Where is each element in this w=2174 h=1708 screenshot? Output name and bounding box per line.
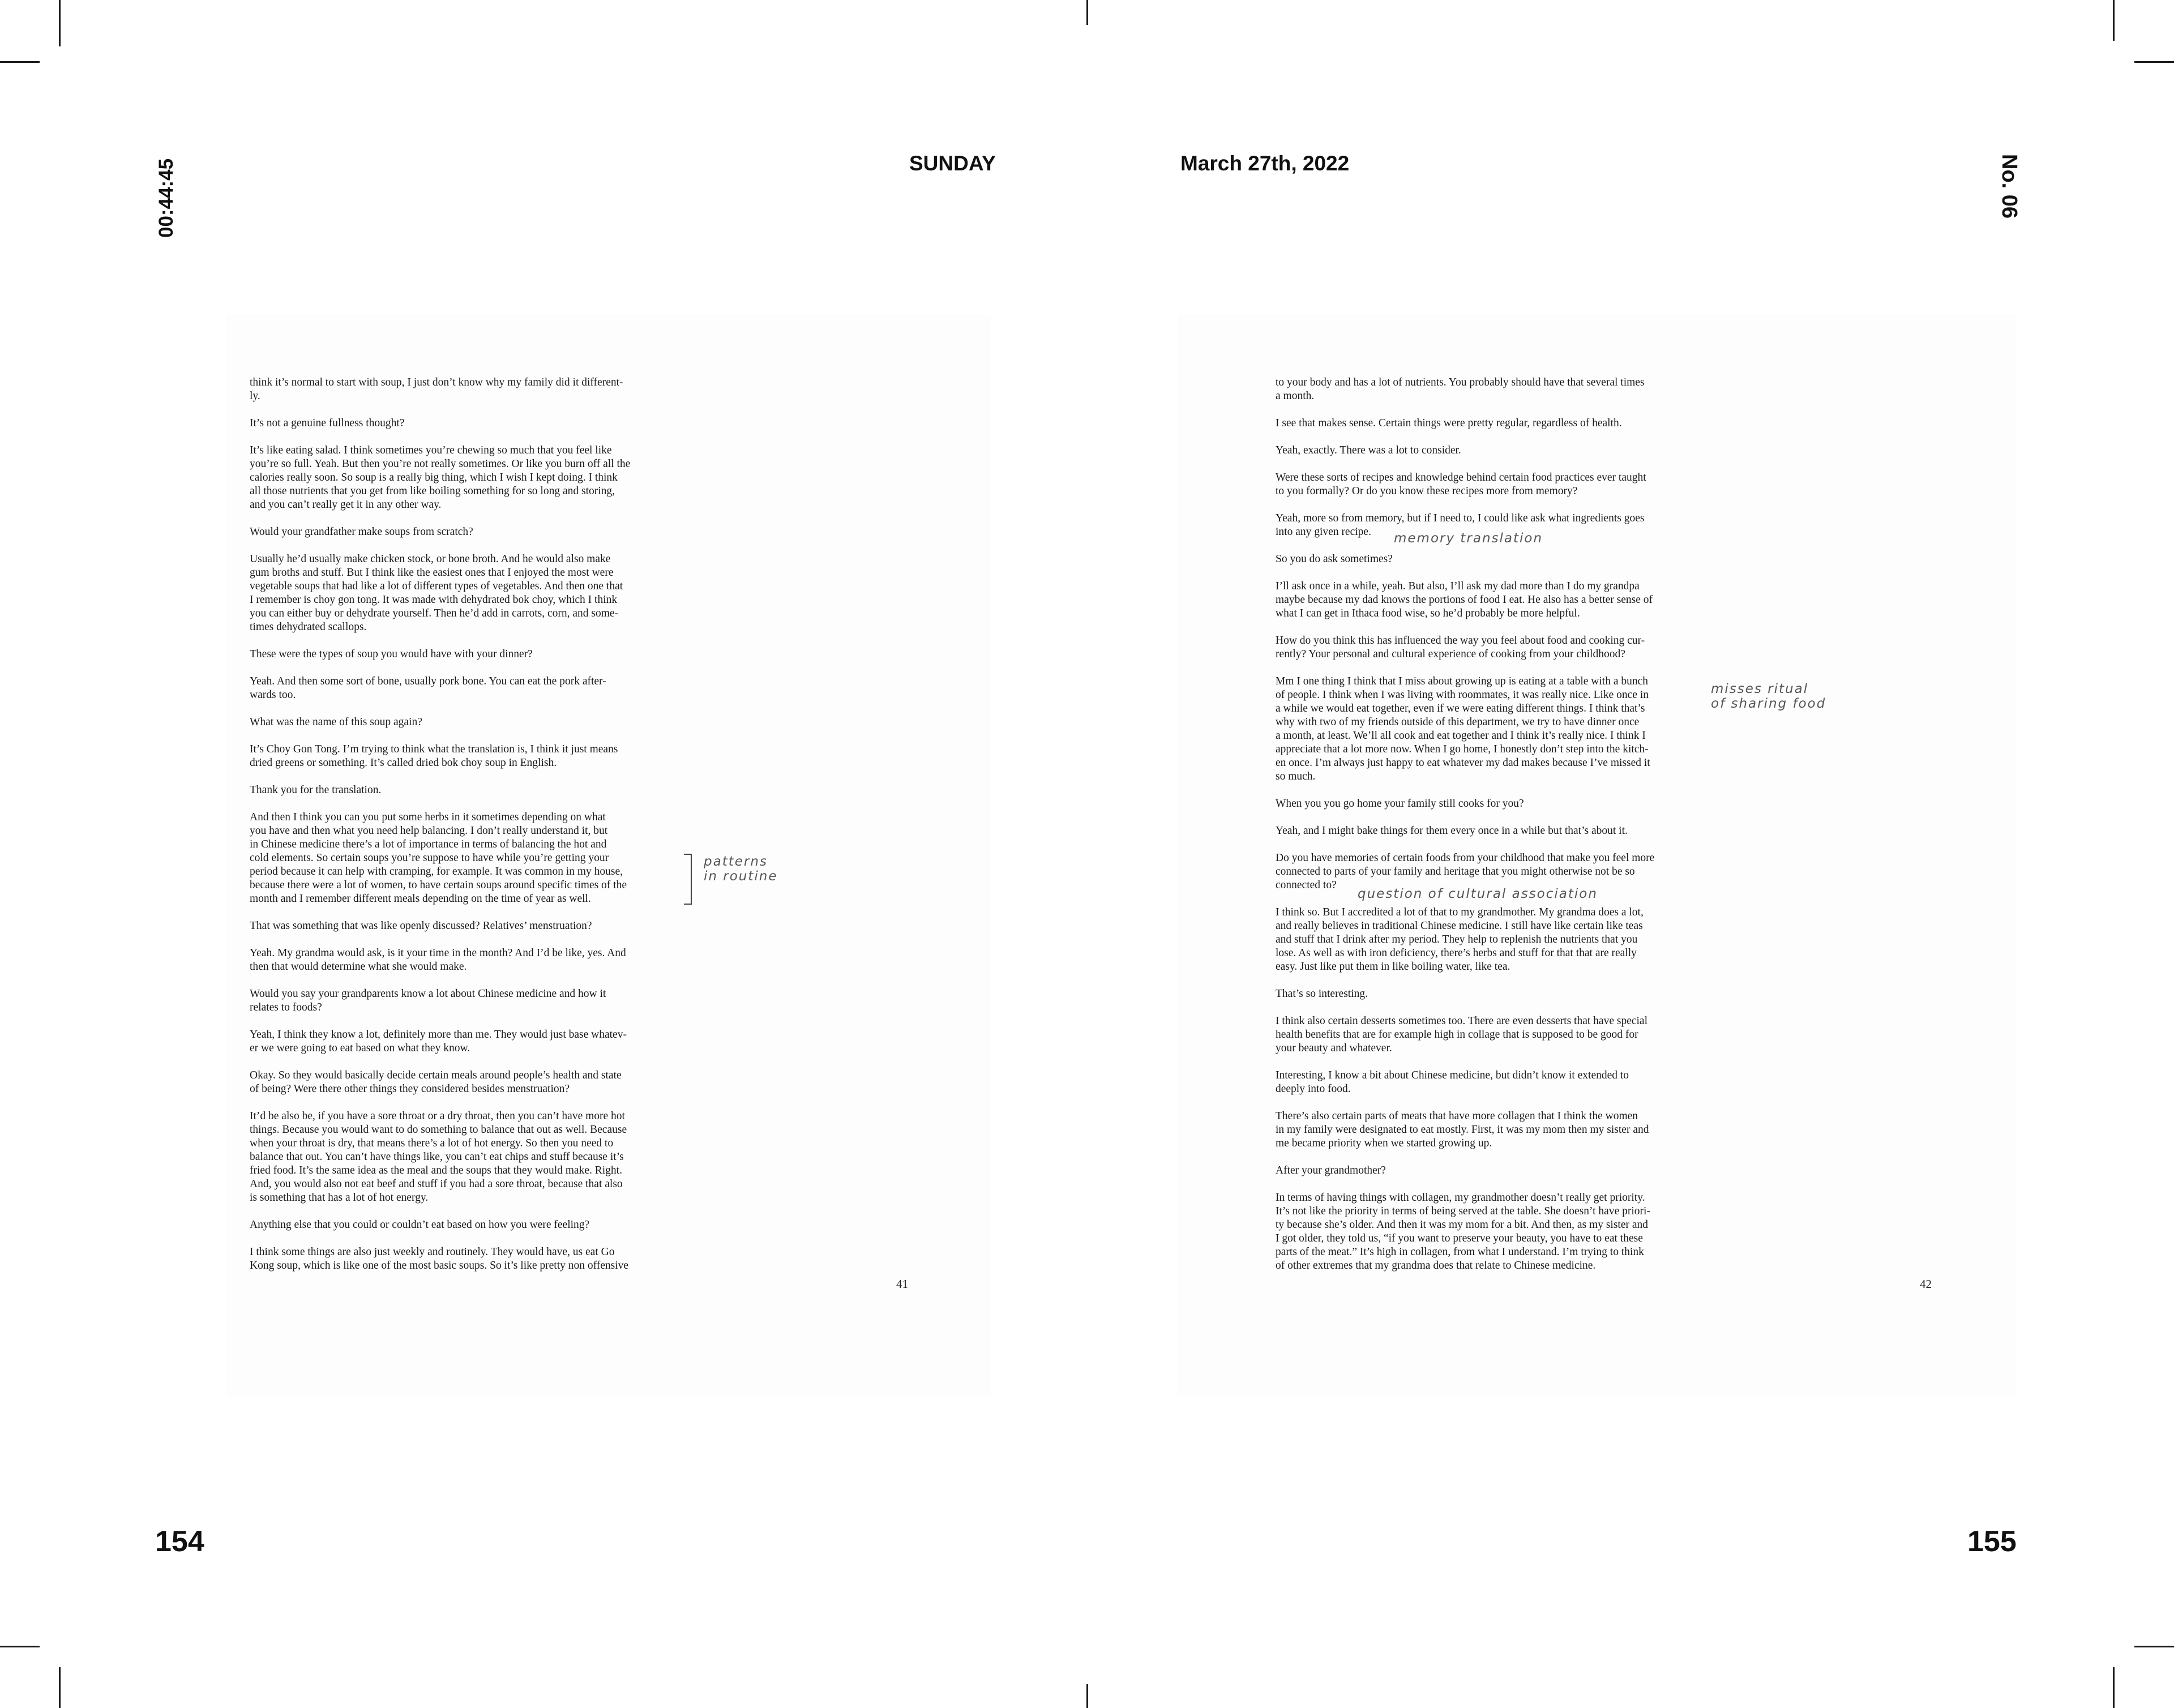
paragraph: Interesting, I know a bit about Chinese medicine, but didn’t know it extended to deeply into food. — [1276, 1069, 1629, 1095]
handwritten-note-patterns: patterns in routine — [704, 854, 778, 884]
paragraph: That’s so interesting. — [1276, 988, 1368, 1000]
handwritten-note-memory: memory translation — [1394, 531, 1543, 546]
paragraph: Yeah, more so from memory, but if I need to, I could like ask what ingredients goes into any given recipe. — [1276, 512, 1645, 538]
paragraph: It’s not a genuine fullness thought? — [250, 417, 405, 429]
paragraph: I’ll ask once in a while, yeah. But also, I’ll ask my dad more than I do my grandpa maybe because my dad knows the portions of food I eat. He also has a better sense of what I can get in Ithaca food wise, so he’d probably be more helpful. — [1276, 580, 1653, 619]
paragraph: Would your grandfather make soups from scratch? — [250, 526, 473, 538]
crop-mark-bottom-right-v — [2113, 1667, 2115, 1708]
paragraph: I think also certain desserts sometimes too. There are even desserts that have special health benefits that are for example high in collage that is supposed to be good for your beauty and whatever. — [1276, 1015, 1648, 1054]
paragraph: There’s also certain parts of meats that have more collagen that I think the women in my family were designated to eat mostly. First, it was my mom then my sister and me became priority when we started growing up. — [1276, 1110, 1649, 1149]
transcript-left — [250, 376, 688, 1286]
handwritten-note-ritual: misses ritual of sharing food — [1711, 682, 1826, 711]
crop-mark-top-right-v — [2113, 0, 2115, 41]
paragraph: Yeah, and I might bake things for them every once in a while but that’s about it. — [1276, 825, 1628, 837]
paragraph: So you do ask sometimes? — [1276, 553, 1393, 565]
paragraph: It’s Choy Gon Tong. I’m trying to think what the translation is, I think it just means dried greens or something. It’s called dried bok choy soup in English. — [250, 743, 618, 769]
paragraph: Would you say your grandparents know a lot about Chinese medicine and how it relates to foods? — [250, 988, 606, 1013]
timecode: 00:44:45 — [155, 158, 177, 238]
paragraph: Do you have memories of certain foods from your childhood that make you feel more connected to parts of your family and heritage that you might otherwise not be so connected to? — [1276, 852, 1655, 891]
paragraph: When you you go home your family still cooks for you? — [1276, 798, 1524, 810]
paragraph: And then I think you can you put some herbs in it sometimes depending on what you have and then what you need help balancing. I don’t really understand it, but in Chinese medicine there’s a lot of importance in terms of balancing the hot and cold elements. So certain soups you’re suppose to have while you’re getting your period because it can help with cramping, for example. It was common in my house, because there were a lot of women, to have certain soups around specific times of the month and I remember different meals depending on the time of year as well. — [250, 811, 627, 905]
paragraph: How do you think this has influenced the way you feel about food and cooking cur- rently? Your personal and cultural experience of cooking from your childhood? — [1276, 635, 1645, 660]
folio-left: 154 — [155, 1525, 204, 1558]
paragraph: Mm I one thing I think that I miss about growing up is eating at a table with a bunch of people. I think when I was living with roommates, it was really nice. Like once in a while we would eat together, even if we were eating different things. I think that’s why with two of my friends outside of this department, we try to have dinner once a month, at least. We’ll all cook and eat together and I think it’s really nice. I think I appreciate that a lot more now. When I go home, I honestly don’t step into the kitch- en once. I’m always just happy to eat whatever my dad makes because I’ve missed it so much. — [1276, 675, 1650, 782]
paragraph: After your grandmother? — [1276, 1165, 1386, 1176]
paragraph: What was the name of this soup again? — [250, 716, 422, 728]
paragraph: I think so. But I accredited a lot of that to my grandmother. My grandma does a lot, and really believes in traditional Chinese medicine. I still have like certain like teas and stuff that I drink after my period. They help to replenish the nutrients that you lose. As well as with iron deficiency, there’s herbs and stuff for that that are really easy. Just like put them in like boiling water, like tea. — [1276, 906, 1644, 973]
date-label: March 27th, 2022 — [1180, 152, 1350, 175]
page-number-right: 42 — [1920, 1277, 1932, 1291]
paragraph: It’s like eating salad. I think sometimes you’re chewing so much that you feel like you’re so full. Yeah. But then you’re not really sometimes. Or like you burn off all the calories really soon. So soup is a really big thing, which I wish I kept doing. I think all those nutrients that you get from like boiling something for so long and storing, and you can’t really get it in any other way. — [250, 444, 631, 511]
crop-mark-top-left-h — [0, 61, 40, 63]
paragraph: I think some things are also just weekly and routinely. They would have, us eat Go Kong soup, which is like one of the most basic soups. So it’s like pretty non offensive — [250, 1246, 629, 1272]
handwritten-note-cultural: question of cultural association — [1358, 887, 1598, 901]
page-number-left: 41 — [896, 1277, 908, 1291]
paragraph: think it’s normal to start with soup, I just don’t know why my family did it different- ly. — [250, 376, 623, 402]
paragraph: Yeah, I think they know a lot, definitely more than me. They would just base whatev- er we were going to eat based on what they know. — [250, 1029, 627, 1054]
paragraph: Yeah, exactly. There was a lot to consider. — [1276, 444, 1461, 456]
paragraph: to your body and has a lot of nutrients. You probably should have that several times a month. — [1276, 376, 1645, 402]
crop-mark-bottom-center — [1086, 1684, 1088, 1708]
paragraph: That was something that was like openly discussed? Relatives’ menstruation? — [250, 920, 592, 932]
transcript-right — [1276, 376, 1716, 1286]
folio-right: 155 — [1967, 1525, 2017, 1558]
paragraph: These were the types of soup you would have with your dinner? — [250, 648, 533, 660]
paragraph: Okay. So they would basically decide certain meals around people’s health and state of being? Were there other things they considered besides menstruation? — [250, 1069, 622, 1095]
paragraph: It’d be also be, if you have a sore throat or a dry throat, then you can’t have more hot things. Because you would want to do something to balance that out as well. Because when your throat is dry, that means there’s a lot of hot energy. So then you need to balance that out. You can’t have things like, you can’t eat chips and stuff because it’s fried food. It’s the same idea as the meal and the soups that they would make. Right. And, you would also not eat beef and stuff if you had a sore throat, because that also is something that has a lot of hot energy. — [250, 1110, 627, 1204]
day-label: SUNDAY — [909, 152, 996, 175]
paragraph: Yeah. My grandma would ask, is it your time in the month? And I’d be like, yes. And then that would determine what she would make. — [250, 947, 626, 973]
paragraph: Were these sorts of recipes and knowledge behind certain food practices ever taught to you formally? Or do you know these recipes more from memory? — [1276, 472, 1646, 497]
crop-mark-top-left-v — [59, 0, 61, 46]
paragraph: Yeah. And then some sort of bone, usually pork bone. You can eat the pork after- wards too. — [250, 675, 606, 701]
crop-mark-top-center — [1086, 0, 1088, 25]
crop-mark-bottom-left-v — [59, 1667, 61, 1708]
paragraph: Usually he’d usually make chicken stock, or bone broth. And he would also make gum broths and stuff. But I think like the easiest ones that I enjoyed the most were vegetable soups that had like a lot of different types of vegetables. And then one that I remember is choy gon tong. It was made with dehydrated bok choy, which I think you can either buy or dehydrate yourself. Then he’d add in carrots, corn, and some- times dehydrated scallops. — [250, 553, 623, 633]
crop-mark-bottom-left-h — [0, 1646, 40, 1647]
paragraph: I see that makes sense. Certain things were pretty regular, regardless of health. — [1276, 417, 1622, 429]
issue-number: No. 06 — [1997, 154, 2021, 219]
paragraph: Anything else that you could or couldn’t eat based on how you were feeling? — [250, 1219, 590, 1231]
paragraph: In terms of having things with collagen, my grandmother doesn’t really get priority. It’s not like the priority in terms of being served at the table. She doesn’t have priori- ty because she’s older. And then it was my mom for a bit. And then, as my sister and I got older, they told us, “if you want to preserve your beauty, you have to eat these parts of the meat.” It’s high in collagen, from what I understand. I’m trying to think of other extremes that my grandma does that relate to Chinese medicine. — [1276, 1192, 1650, 1272]
crop-mark-top-right-h — [2134, 61, 2174, 63]
crop-mark-bottom-right-h — [2134, 1646, 2174, 1647]
paragraph: Thank you for the translation. — [250, 784, 382, 796]
annotation-bracket — [684, 854, 692, 905]
